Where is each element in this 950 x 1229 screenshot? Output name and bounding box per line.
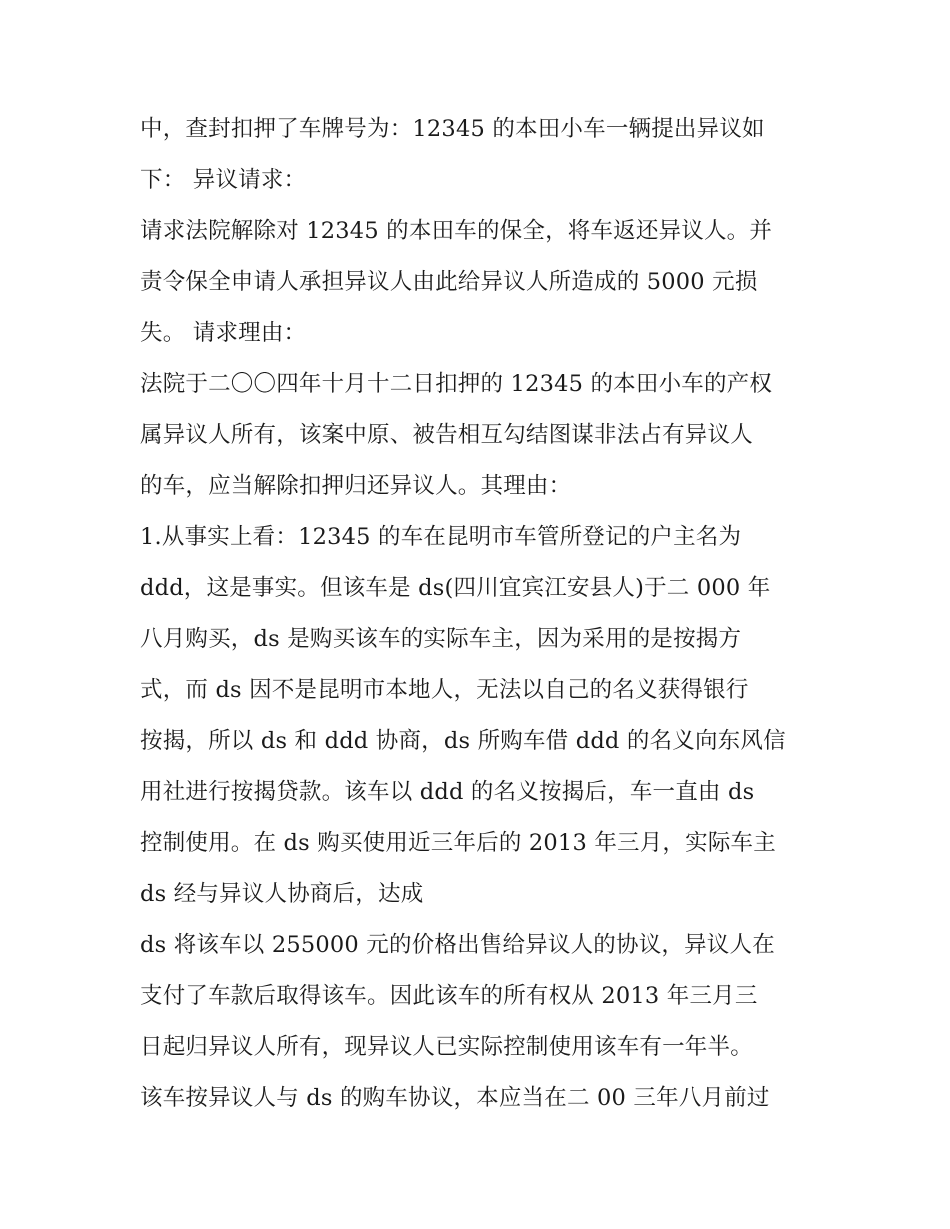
text-line: 失。 请求理由：: [140, 320, 307, 346]
text-line: ds 经与异议人协商后，达成: [140, 881, 424, 907]
text-line: 法院于二〇〇四年十月十二日扣押的 12345 的本田小车的产权: [140, 371, 773, 397]
text-line: 责令保全申请人承担异议人由此给异议人所造成的 5000 元损: [140, 269, 758, 295]
text-line: 的车，应当解除扣押归还异议人。其理由：: [140, 473, 572, 499]
document-body: [140, 104, 820, 1124]
text-line: 中，查封扣押了车牌号为：12345 的本田小车一辆提出异议如: [140, 116, 765, 142]
text-line: 按揭，所以 ds 和 ddd 协商，ds 所购车借 ddd 的名义向东风信: [140, 728, 786, 754]
text-line: 八月购买，ds 是购买该车的实际车主，因为采用的是按揭方: [140, 626, 742, 652]
text-line: 属异议人所有，该案中原、被告相互勾结图谋非法占有异议人: [140, 422, 753, 448]
text-line: 控制使用。在 ds 购买使用近三年后的 2013 年三月，实际车主: [140, 830, 776, 856]
text-line: 该车按异议人与 ds 的购车协议，本应当在二 00 三年八月前过: [140, 1085, 770, 1111]
text-line: 支付了车款后取得该车。因此该车的所有权从 2013 年三月三: [140, 983, 758, 1009]
text-line: 请求法院解除对 12345 的本田车的保全，将车返还异议人。并: [140, 218, 773, 244]
text-line: 下： 异议请求：: [140, 167, 307, 193]
text-line: ds 将该车以 255000 元的价格出售给异议人的协议，异议人在: [140, 932, 775, 958]
text-line: 式，而 ds 因不是昆明市本地人，无法以自己的名义获得银行: [140, 677, 749, 703]
text-line: ddd，这是事实。但该车是 ds(四川宜宾江安县人)于二 000 年: [140, 575, 771, 601]
text-line: 日起归异议人所有，现异议人已实际控制使用该车有一年半。: [140, 1034, 753, 1060]
text-line: 用社进行按揭贷款。该车以 ddd 的名义按揭后，车一直由 ds: [140, 779, 755, 805]
text-line: 1.从事实上看：12345 的车在昆明市车管所登记的户主名为: [140, 524, 742, 550]
